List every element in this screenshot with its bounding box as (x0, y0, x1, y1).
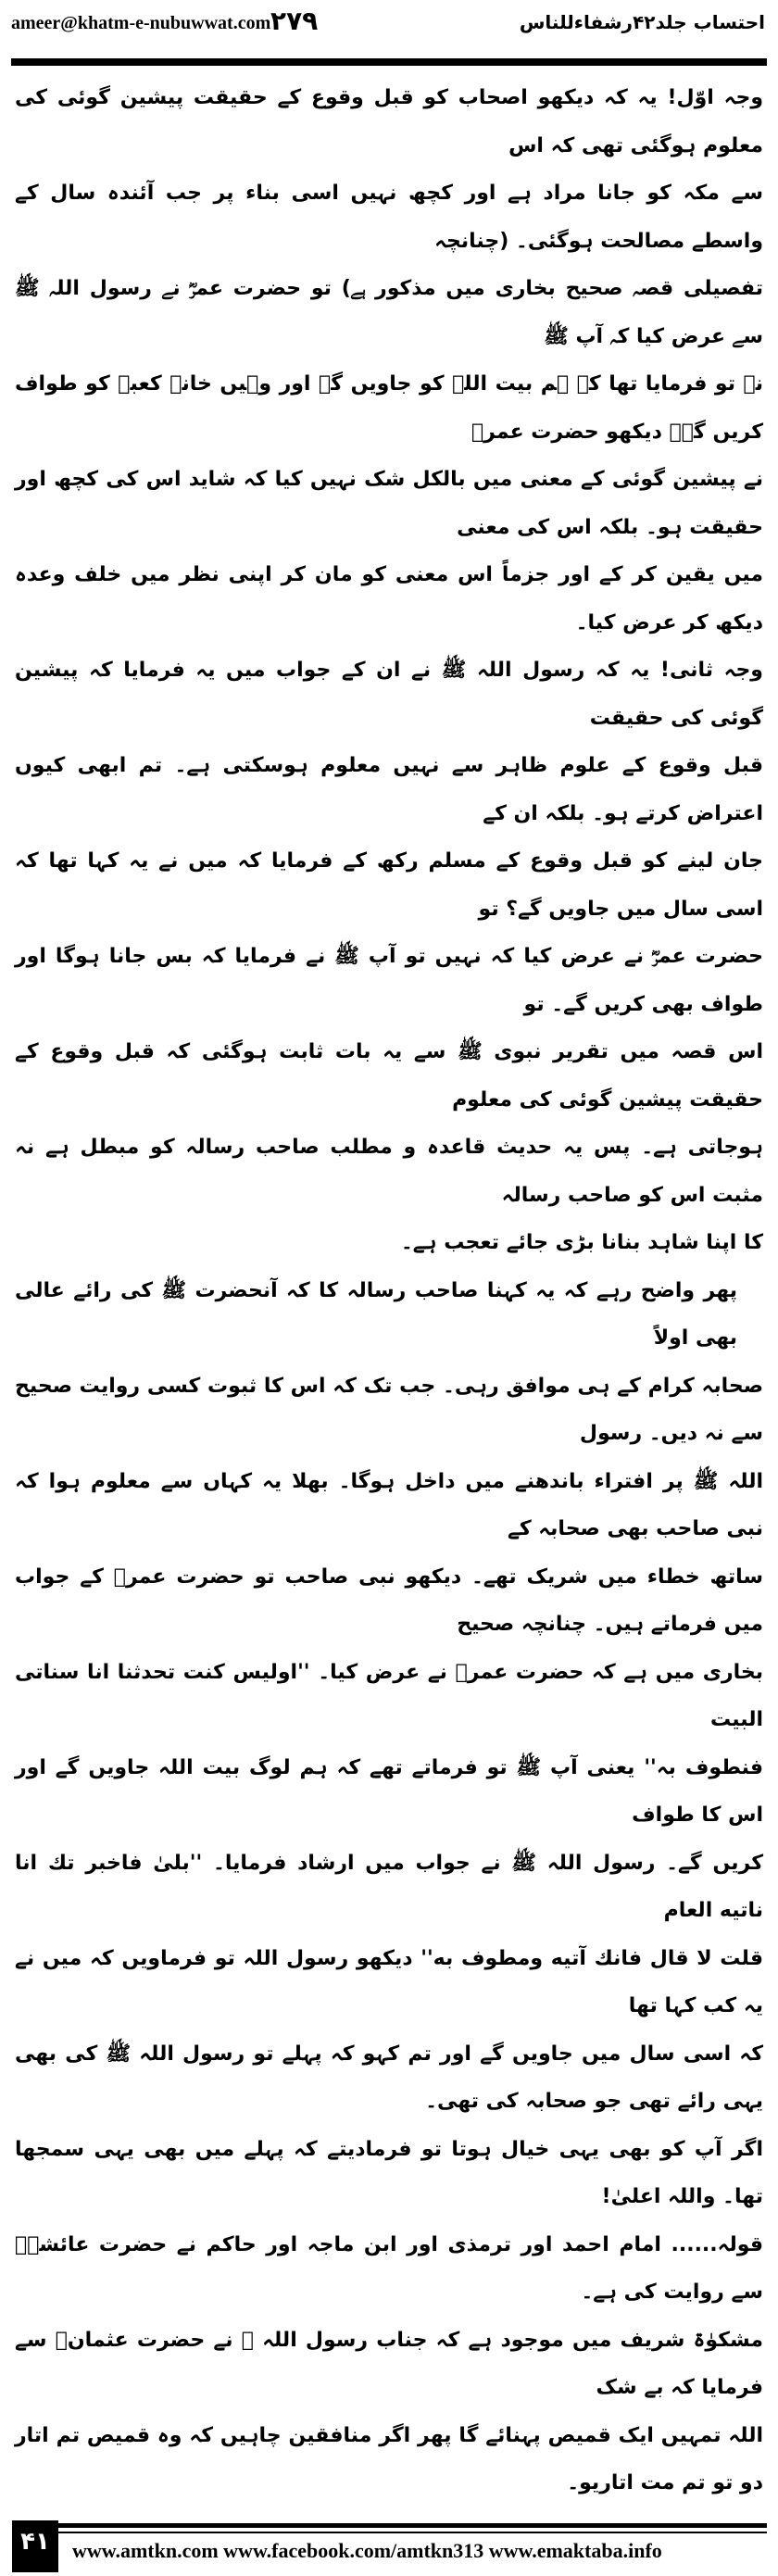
page-header (0, 0, 778, 74)
text-line: اس قصہ میں تقریر نبوی ﷺ سے یہ بات ثابت ہوگئی کہ قبل وقوع کے حقیقت پیشین گوئی کی معلوم (15, 1040, 763, 1112)
text-line: قلت لا قال فانك آتیه ومطوف به'' دیکھو رسول اللہ تو فرماویں کہ میں نے یہ کب کہا تھا (15, 1946, 763, 2017)
text-line: کہ اسی سال میں جاویں گے اور تم کہو کہ پہلے تو رسول اللہ ﷺ کی بھی یہی رائے تھی جو صحابہ کی تھی۔ (15, 2042, 763, 2113)
page-footer (0, 2520, 778, 2576)
text-line: فنطوف بہ'' یعنی آپ ﷺ تو فرماتے تھے کہ ہم لوگ بیت اللہ جاویں گے اور اس کا طواف (15, 1755, 763, 1827)
header-rule (11, 58, 767, 66)
page-body (15, 74, 763, 2507)
text-line: کا اپنا شاہد بنانا بڑی جائے تعجب ہے۔ (400, 1231, 763, 1254)
text-line: میں یقین کر کے اور جزماً اس معنی کو مان کر اپنی نظر میں خلف وعدہ دیکھ کر عرض کیا۔ (15, 563, 763, 635)
text-line: اللہ تمہیں ایک قمیص پہنائے گا پھر اگر منافقین چاہیں کہ وہ قمیص تم اتار دو تو تم مت اتاریو۔ (15, 2423, 763, 2494)
text-line: جان لینے کو قبل وقوع کے مسلم رکھ کے فرمایا کہ میں نے یہ کہا تھا کہ اسی سال میں جاویں گے؟ تو (15, 849, 763, 921)
text-line: تفصیلی قصہ صحیح بخاری میں مذکور ہے) تو حضرت عمرؓ نے رسول اللہ ﷺ سے عرض کیا کہ آپ ﷺ (15, 277, 763, 348)
page-number: ۲۷۹ (270, 6, 319, 36)
footer-rule (58, 2532, 767, 2533)
footer-links: www.amtkn.com www.facebook.com/amtkn313 www.emaktaba.info (72, 2538, 662, 2562)
text-line: صحابہ کرام کے ہی موافق رہی۔ جب تک کہ اس کا ثبوت کسی روایت صحیح سے نہ دیں۔ رسول (15, 1374, 763, 1445)
text-line: نے پیشین گوئی کے معنی میں بالکل شک نہیں کیا کہ شاید اس کی کچھ اور حقیقت ہو۔ بلکہ اس کی معنی (15, 468, 763, 539)
text-line: اگر آپ کو بھی یہی خیال ہوتا تو فرمادیتے کہ پہلے میں بھی یہی سمجھا تھا۔ واللہ اعلیٰ! (15, 2137, 763, 2208)
text-line: نے تو فرمایا تھا کہ ہم بیت اللہ کو جاویں گے اور وہیں خانہ کعبہ کو طواف کریں گے۔ دیکھو حضرت عمرؓ (15, 372, 763, 444)
text-line: مشکوٰۃ شریف میں موجود ہے کہ جناب رسول اللہ ﷺ نے حضرت عثمانؓ سے فرمایا کہ بے شک (15, 2328, 763, 2399)
book-title: احتساب جلد۴۲رشفاءللناس (519, 11, 765, 33)
text-line: قبل وقوع کے علوم ظاہر سے نہیں معلوم ہوسکتی ہے۔ تم ابھی کیوں اعتراض کرتے ہو۔ بلکہ ان کے (15, 754, 763, 825)
text-line: پھر واضح رہے کہ یہ کہنا صاحب رسالہ کا کہ آنحضرت ﷺ کی رائے عالی بھی اولاً (15, 1278, 737, 1350)
text-line: اللہ ﷺ پر افتراء باندھنے میں داخل ہوگا۔ بھلا یہ کہاں سے معلوم ہوا کہ نبی صاحب بھی صحابہ کے (15, 1469, 763, 1540)
text-line: قولہ...... امام احمد اور ترمذی اور ابن ماجہ اور حاکم نے حضرت عائشہؓ سے روایت کی ہے۔ (15, 2232, 763, 2304)
text-line: کریں گے۔ رسول اللہ ﷺ نے جواب میں ارشاد فرمایا۔ ''بلیٰ فاخبر تك انا ناتیه العام (15, 1851, 763, 1922)
text-line: ساتھ خطاء میں شریک تھے۔ دیکھو نبی صاحب تو حضرت عمرؓ کے جواب میں فرماتے ہیں۔ چنانچہ صحیح (15, 1564, 763, 1636)
text-line: وجہ ثانی! یہ کہ رسول اللہ ﷺ نے ان کے جواب میں یہ فرمایا کہ پیشین گوئی کی حقیقت (15, 659, 763, 730)
text-line: حضرت عمرؓ نے عرض کیا کہ نہیں تو آپ ﷺ نے فرمایا کہ بس جانا ہوگا اور طواف بھی کریں گے۔ تو (15, 945, 763, 1016)
text-line: بخاری میں ہے کہ حضرت عمرؓ نے عرض کیا۔ ''اولیس کنت تحدثنا انا سناتی البیت (15, 1660, 763, 1731)
text-line: ہوجاتی ہے۔ پس یہ حدیث قاعدہ و مطلب صاحب رسالہ کو مبطل ہے نہ مثبت اس کو صاحب رسالہ (15, 1136, 763, 1207)
volume-page-number: ۴۱ (12, 2520, 58, 2572)
text-line: سے مکہ کو جانا مراد ہے اور کچھ نہیں اسی بناء پر جب آئندہ سال کے واسطے مصالحت ہوگئی۔ (چنانچہ (15, 182, 763, 253)
header-email: ameer@khatm-e-nubuwwat.com (11, 13, 271, 33)
text-line: وجہ اوّل! یہ کہ دیکھو اصحاب کو قبل وقوع کے حقیقت پیشین گوئی کی معلوم ہوگئی تھی کہ اس (15, 86, 763, 157)
footer-rule (58, 2523, 767, 2528)
